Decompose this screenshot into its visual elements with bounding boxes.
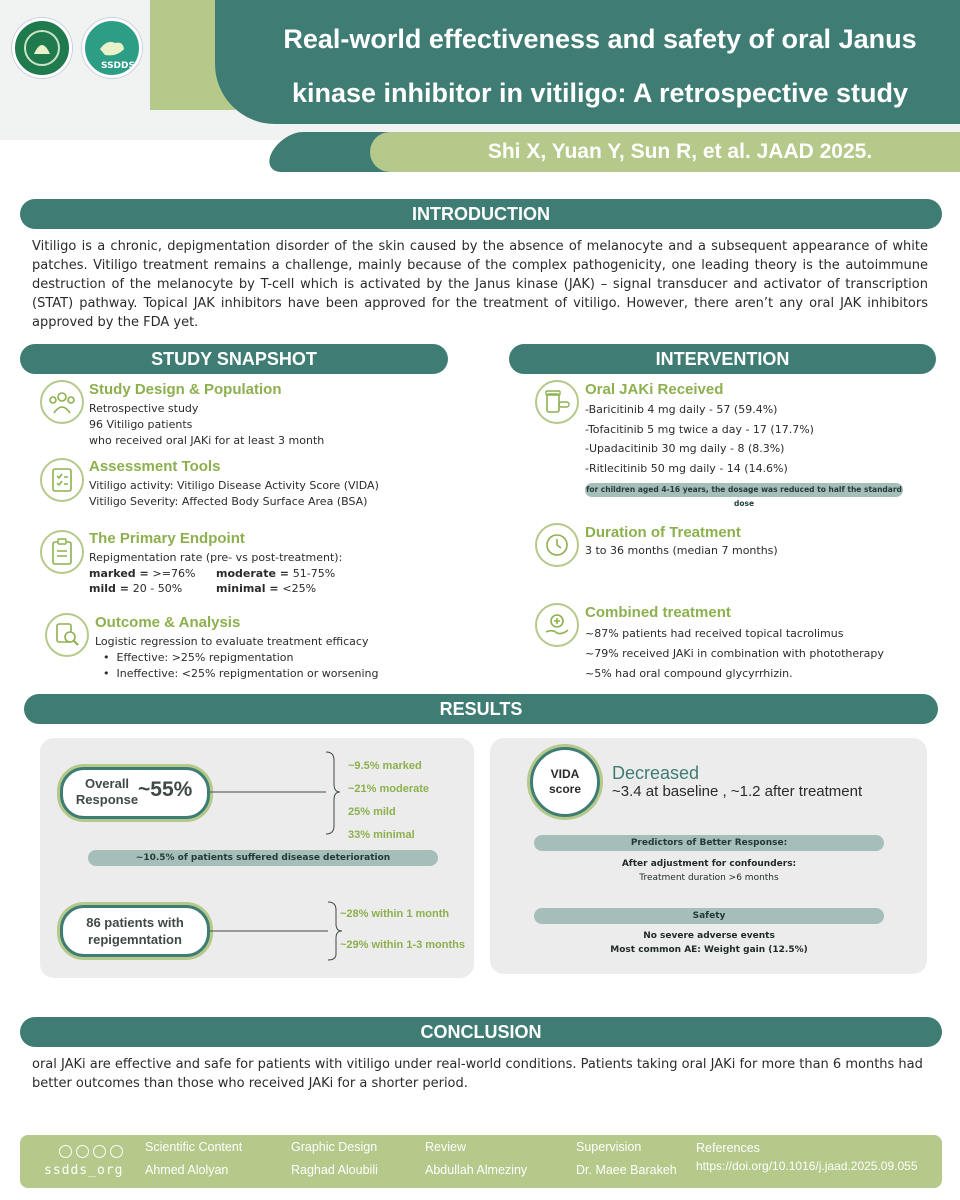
overall-response-value: ~55% (138, 778, 193, 801)
endpoint-mild: mild = 20 - 50% (89, 582, 183, 595)
predictors-text: After adjustment for confounders: Treatment duration >6 months (621, 859, 797, 883)
page-title (250, 12, 950, 120)
safety-bar: Safety (534, 908, 884, 924)
response-bracket (210, 746, 350, 846)
credit-review-label: Review (425, 1140, 466, 1154)
timing-bracket (210, 896, 350, 966)
drug-baricitinib: -Baricitinib 4 mg daily - 57 (59.4%) (585, 403, 778, 416)
introduction-heading: INTRODUCTION (20, 199, 942, 229)
credit-supervision-name: Dr. Maee Barakeh (576, 1163, 677, 1177)
breakdown-marked: ~9.5% marked (348, 760, 422, 772)
references-label: References (696, 1141, 760, 1155)
overall-response-label: Overall Response (75, 776, 139, 807)
timing-1-3-months: ~29% within 1-3 months (340, 939, 465, 951)
x-icon[interactable] (59, 1145, 72, 1158)
repigmentation-label: 86 patients with repigemntation (86, 915, 184, 947)
endpoint-marked: marked = >=76% (89, 567, 196, 580)
logo-text: SSDDS (101, 61, 135, 71)
checklist-icon (40, 458, 84, 502)
breakdown-minimal: 33% minimal (348, 829, 415, 841)
assessment-tools-title: Assessment Tools (89, 458, 221, 475)
predictors-bar: Predictors of Better Response: (534, 835, 884, 851)
study-snapshot-heading: STUDY SNAPSHOT (20, 344, 448, 374)
drug-ritlecitinib: -Ritlecitinib 50 mg daily - 14 (14.6%) (585, 461, 788, 475)
conclusion-text: oral JAKi are effective and safe for patients with vitiligo under real-world conditions. Patients taking oral JAKi for more than 6 months had better outcomes than those who received JAKi for a shorter period. (32, 1057, 923, 1091)
hand-care-icon (535, 603, 579, 647)
citation: Shi X, Yuan Y, Sun R, et al. JAAD 2025. (487, 140, 873, 163)
vida-result-title: Decreased (612, 763, 700, 783)
association-logo (12, 18, 72, 78)
combined-glycyrrhizin: ~5% had oral compound glycyrrhizin. (585, 667, 793, 680)
vida-result-text: ~3.4 at baseline , ~1.2 after treatment (612, 783, 863, 800)
endpoint-line-1: Repigmentation rate (pre- vs post-treatment): (89, 551, 343, 564)
credit-supervision-label: Supervision (576, 1140, 642, 1154)
people-icon (40, 380, 84, 424)
study-design-title: Study Design & Population (89, 381, 282, 398)
endpoint-moderate: moderate = 51-75% (216, 567, 336, 580)
combined-treatment-title: Combined treatment (585, 604, 731, 621)
clipboard-icon (40, 530, 84, 574)
leaf-icon (22, 28, 62, 68)
design-line-3: who received oral JAKi for at least 3 month (89, 434, 325, 447)
title-line-1: Real-world effectiveness and safety of oral Janus (283, 24, 917, 54)
breakdown-mild: 25% mild (348, 806, 396, 818)
outcome-analysis-text (95, 634, 445, 682)
credit-design-label: Graphic Design (291, 1140, 378, 1154)
credit-scientific-name: Ahmed Alolyan (145, 1163, 229, 1177)
instagram-icon[interactable] (76, 1145, 89, 1158)
social-icons (59, 1145, 123, 1158)
references-link[interactable]: https://doi.org/10.1016/j.jaad.2025.09.055 (696, 1159, 918, 1173)
endpoint-minimal: minimal = <25% (216, 582, 317, 595)
vida-score-badge: VIDA score (530, 747, 600, 817)
pills-icon (535, 380, 579, 424)
outcome-bullet-1: • Effective: >25% repigmentation (95, 650, 445, 666)
map-icon (97, 37, 127, 59)
outcome-bullet-2: • Ineffective: <25% repigmentation or worsening (95, 666, 445, 682)
pediatric-dose-note: for children aged 4-16 years, the dosage was reduced to half the standard dose (586, 485, 902, 508)
primary-endpoint-text (89, 550, 439, 566)
drug-upadacitinib: -Upadacitinib 30 mg daily - 8 (8.3%) (585, 442, 785, 455)
design-line-2: 96 Vitiligo patients (89, 418, 193, 431)
conclusion-heading: CONCLUSION (20, 1017, 942, 1047)
drug-tofacitinib: -Tofacitinib 5 mg twice a day - 17 (17.7%) (585, 422, 814, 436)
outcome-analysis-title: Outcome & Analysis (95, 614, 241, 631)
title-line-2: kinase inhibitor in vitiligo: A retrospective study (291, 78, 909, 108)
tiktok-icon[interactable] (110, 1145, 123, 1158)
social-handle[interactable]: ssdds_org (44, 1163, 124, 1178)
oral-jaki-title: Oral JAKi Received (585, 381, 724, 398)
magnifier-icon (45, 613, 89, 657)
timing-1-month: ~28% within 1 month (340, 908, 450, 920)
credit-scientific-label: Scientific Content (145, 1140, 243, 1154)
results-heading: RESULTS (24, 694, 938, 724)
primary-endpoint-title: The Primary Endpoint (89, 530, 245, 547)
tools-line-1: Vitiligo activity: Vitiligo Disease Activity Score (VIDA) (89, 479, 379, 492)
response-breakdown (348, 755, 429, 847)
duration-title: Duration of Treatment (585, 524, 741, 541)
safety-text: No severe adverse events Most common AE: Weight gain (12.5%) (610, 931, 808, 955)
credit-review-name: Abdullah Almeziny (425, 1163, 528, 1177)
intervention-heading: INTERVENTION (509, 344, 936, 374)
duration-text: 3 to 36 months (median 7 months) (585, 544, 778, 557)
snapchat-icon[interactable] (93, 1145, 106, 1158)
tools-line-2: Vitiligo Severity: Affected Body Surface Area (BSA) (89, 495, 368, 508)
combined-phototherapy: ~79% received JAKi in combination with phototherapy (585, 647, 884, 660)
combined-tacrolimus: ~87% patients had received topical tacrolimus (585, 627, 844, 640)
deterioration-bar: ~10.5% of patients suffered disease deterioration (88, 850, 438, 866)
introduction-text: Vitiligo is a chronic, depigmentation disorder of the skin caused by the absence of melanocyte and a subsequent appearance of white patches. Vitiligo treatment remains a challenge, mainly because of the complex pathogenicity, one leading theory is the autoimmune destruction of the melanocyte by T-cell which is activated by the Janus kinase (JAK) – signal transducer and activator of transcription (STAT) pathway. Topical JAK inhibitors have been approved for the treatment of vitiligo. However, there aren’t any oral JAK inhibitors approved by the FDA yet. (32, 239, 928, 330)
assessment-tools-text (89, 478, 439, 510)
outcome-line-1: Logistic regression to evaluate treatment efficacy (95, 635, 369, 648)
oral-jaki-list (585, 400, 925, 478)
clock-icon (535, 523, 579, 567)
study-design-text (89, 401, 429, 449)
combined-treatment-list (585, 624, 925, 684)
credit-design-name: Raghad Aloubili (291, 1163, 378, 1177)
breakdown-moderate: ~21% moderate (348, 783, 430, 795)
ssdds-logo (82, 18, 142, 78)
design-line-1: Retrospective study (89, 402, 199, 415)
